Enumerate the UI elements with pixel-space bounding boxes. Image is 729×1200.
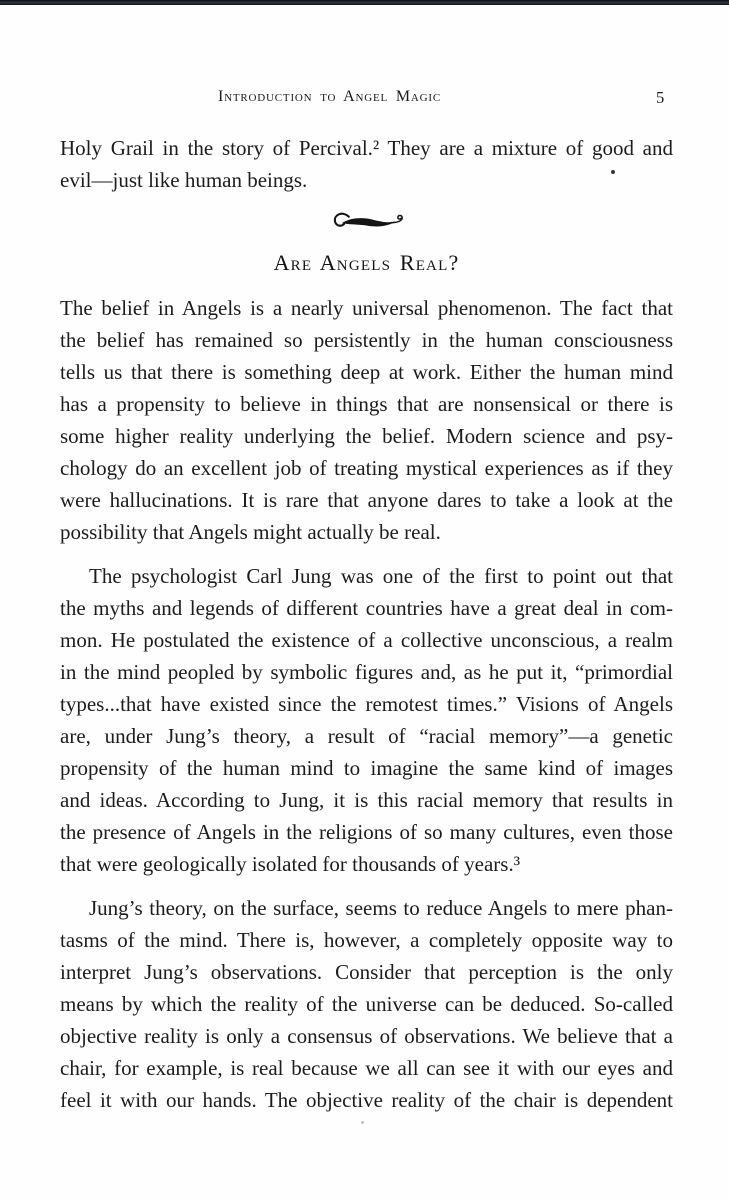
text-line: that were geologically isolated for thousands of years.³	[60, 852, 520, 876]
text-line: chair, for example, is real because we all can see it with our eyes and	[60, 1056, 673, 1080]
text-line: in the mind peopled by symbolic figures and, as he put it, “primordial	[60, 660, 673, 684]
text-line: propensity of the human mind to imagine the same kind of images	[60, 756, 673, 780]
text-line: interpret Jung’s observations. Consider that perception is the only	[60, 960, 673, 984]
text-line: chology do an excellent job of treating mystical experiences as if they	[60, 456, 673, 480]
scan-speck	[611, 170, 615, 174]
paragraph-jung	[60, 560, 673, 880]
text-line: and ideas. According to Jung, it is this racial memory that results in	[60, 788, 673, 812]
running-head-title: Introduction to Angel Magic	[218, 88, 441, 105]
text-line: mon. He postulated the existence of a collective unconscious, a realm	[60, 628, 673, 652]
text-line: tasms of the mind. There is, however, a completely opposite way to	[60, 928, 673, 952]
paragraph-intro	[60, 132, 673, 196]
text-line: objective reality is only a consensus of observations. We believe that a	[60, 1024, 673, 1048]
text-line: Jung’s theory, on the surface, seems to reduce Angels to mere phan-	[89, 896, 673, 920]
page-content	[60, 0, 673, 1116]
fleuron-ornament-icon	[328, 208, 406, 234]
scan-speck	[361, 1121, 364, 1124]
page-number: 5	[655, 88, 665, 107]
section-ornament	[60, 208, 673, 238]
text-line: feel it with our hands. The objective reality of the chair is dependent	[60, 1088, 673, 1112]
text-line: were hallucinations. It is rare that anyone dares to take a look at the	[60, 488, 673, 512]
paragraph-belief	[60, 292, 673, 548]
text-line: The psychologist Carl Jung was one of the first to point out that	[89, 564, 673, 588]
text-line: has a propensity to believe in things that are nonsensical or there is	[60, 392, 673, 416]
text-line: means by which the reality of the universe can be deduced. So-called	[60, 992, 673, 1016]
text-line: The belief in Angels is a nearly universal phenomenon. The fact that	[60, 296, 673, 320]
text-line: evil—just like human beings.	[60, 168, 308, 192]
text-line: the belief has remained so persistently in the human consciousness	[60, 328, 673, 352]
text-line: the presence of Angels in the religions of so many cultures, even those	[60, 820, 673, 844]
text-line: the myths and legends of different countries have a great deal in com-	[60, 596, 673, 620]
running-head	[60, 88, 673, 110]
text-line: Holy Grail in the story of Percival.² They are a mixture of good and	[60, 136, 673, 160]
section-heading: Are Angels Real?	[273, 250, 460, 275]
paragraph-perception	[60, 892, 673, 1116]
text-line: possibility that Angels might actually be real.	[60, 520, 441, 544]
text-line: tells us that there is something deep at work. Either the human mind	[60, 360, 673, 384]
text-line: types...that have existed since the remotest times.” Visions of Angels	[60, 692, 673, 716]
text-line: some higher reality underlying the belief. Modern science and psy-	[60, 424, 673, 448]
text-line: are, under Jung’s theory, a result of “racial memory”—a genetic	[60, 724, 673, 748]
